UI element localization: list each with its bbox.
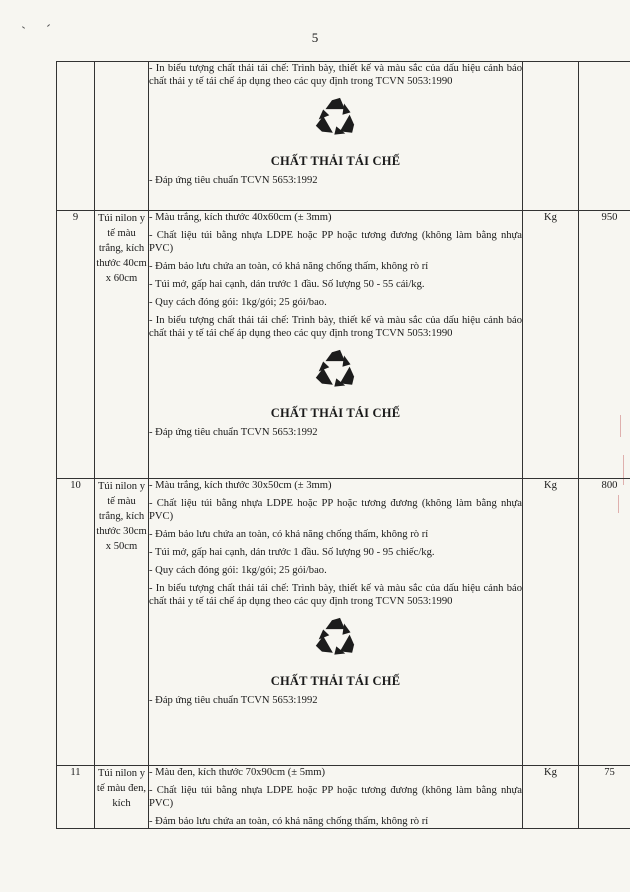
spec-line: - Màu trắng, kích thước 40x60cm (± 3mm) xyxy=(149,212,332,223)
spec-line: - Chất liệu túi bằng nhựa LDPE hoặc PP hoặc tương đương (không làm bằng nhựa PVC) xyxy=(149,498,522,522)
spec-line: - Chất liệu túi bằng nhựa LDPE hoặc PP hoặc tương đương (không làm bằng nhựa PVC) xyxy=(149,230,522,254)
item-name-cell: Túi nilon y tế màu trắng, kích thước 30cm x 50cm xyxy=(95,479,149,766)
specification-cell xyxy=(149,766,523,829)
spec-line: - Túi mở, gấp hai cạnh, dán trước 1 đầu. Số lượng 90 - 95 chiếc/kg. xyxy=(149,547,435,558)
page-number: 5 xyxy=(311,30,319,45)
spec-line: - In biểu tượng chất thải tái chế: Trình bày, thiết kế và màu sắc của dấu hiệu cảnh báo chất thải y tế tái chế áp dụng theo các quy định trong TCVN 5053:1990 xyxy=(149,63,522,87)
specification-table xyxy=(56,61,630,829)
spec-line: - Màu trắng, kích thước 30x50cm (± 3mm) xyxy=(149,480,332,491)
unit-cell: Kg xyxy=(523,211,579,479)
specification-cell xyxy=(149,211,523,479)
recycle-symbol-block xyxy=(149,93,522,168)
spec-line: - Đảm bảo lưu chứa an toàn, có khả năng chống thấm, không rò rỉ xyxy=(149,261,429,272)
spec-line: - In biểu tượng chất thải tái chế: Trình bày, thiết kế và màu sắc của dấu hiệu cảnh báo chất thải y tế tái chế áp dụng theo các quy định trong TCVN 5053:1990 xyxy=(149,583,522,607)
table-row xyxy=(57,211,630,479)
specification-cell xyxy=(149,62,523,211)
item-number-cell: 10 xyxy=(57,479,95,766)
spec-line: - Đáp ứng tiêu chuẩn TCVN 5653:1992 xyxy=(149,695,318,706)
table-row xyxy=(57,479,630,766)
quantity-cell xyxy=(579,62,630,211)
item-name-cell: Túi nilon y tế màu đen, kích xyxy=(95,766,149,829)
spec-line: - In biểu tượng chất thải tái chế: Trình bày, thiết kế và màu sắc của dấu hiệu cảnh báo chất thải y tế tái chế áp dụng theo các quy định trong TCVN 5053:1990 xyxy=(149,315,522,339)
spec-line: - Quy cách đóng gói: 1kg/gói; 25 gói/bao. xyxy=(149,565,327,576)
item-number-cell: 11 xyxy=(57,766,95,829)
item-number-cell xyxy=(57,62,95,211)
spec-line: - Túi mở, gấp hai cạnh, dán trước 1 đầu. Số lượng 50 - 55 cái/kg. xyxy=(149,279,425,290)
unit-cell: Kg xyxy=(523,766,579,829)
recycle-icon xyxy=(310,345,362,395)
spec-line: - Màu đen, kích thước 70x90cm (± 5mm) xyxy=(149,767,326,778)
table-row xyxy=(57,62,630,211)
recycle-icon xyxy=(310,93,362,143)
recycle-symbol-block xyxy=(149,613,522,688)
quantity-cell: 75 xyxy=(579,766,630,829)
scan-speck xyxy=(47,24,50,27)
spec-line: - Đảm bảo lưu chứa an toàn, có khả năng chống thấm, không rò rỉ xyxy=(149,816,429,827)
quantity-cell: 800 xyxy=(579,479,630,766)
recycle-symbol-caption: CHẤT THẢI TÁI CHẾ xyxy=(270,406,401,420)
spec-line: - Chất liệu túi bằng nhựa LDPE hoặc PP hoặc tương đương (không làm bằng nhựa PVC) xyxy=(149,785,522,809)
table-row xyxy=(57,766,630,829)
scan-speck xyxy=(22,26,25,29)
recycle-symbol-block xyxy=(149,345,522,420)
quantity-cell: 950 xyxy=(579,211,630,479)
spec-line: - Đảm bảo lưu chứa an toàn, có khả năng chống thấm, không rò rỉ xyxy=(149,529,429,540)
spec-line: - Đáp ứng tiêu chuẩn TCVN 5653:1992 xyxy=(149,427,318,438)
recycle-symbol-caption: CHẤT THẢI TÁI CHẾ xyxy=(270,674,401,688)
unit-cell: Kg xyxy=(523,479,579,766)
spec-line: - Đáp ứng tiêu chuẩn TCVN 5653:1992 xyxy=(149,175,318,186)
item-name-cell: Túi nilon y tế màu trắng, kích thước 40cm x 60cm xyxy=(95,211,149,479)
spec-line: - Quy cách đóng gói: 1kg/gói; 25 gói/bao. xyxy=(149,297,327,308)
recycle-icon xyxy=(310,613,362,663)
item-name-cell xyxy=(95,62,149,211)
unit-cell xyxy=(523,62,579,211)
item-number-cell: 9 xyxy=(57,211,95,479)
specification-cell xyxy=(149,479,523,766)
recycle-symbol-caption: CHẤT THẢI TÁI CHẾ xyxy=(270,154,401,168)
